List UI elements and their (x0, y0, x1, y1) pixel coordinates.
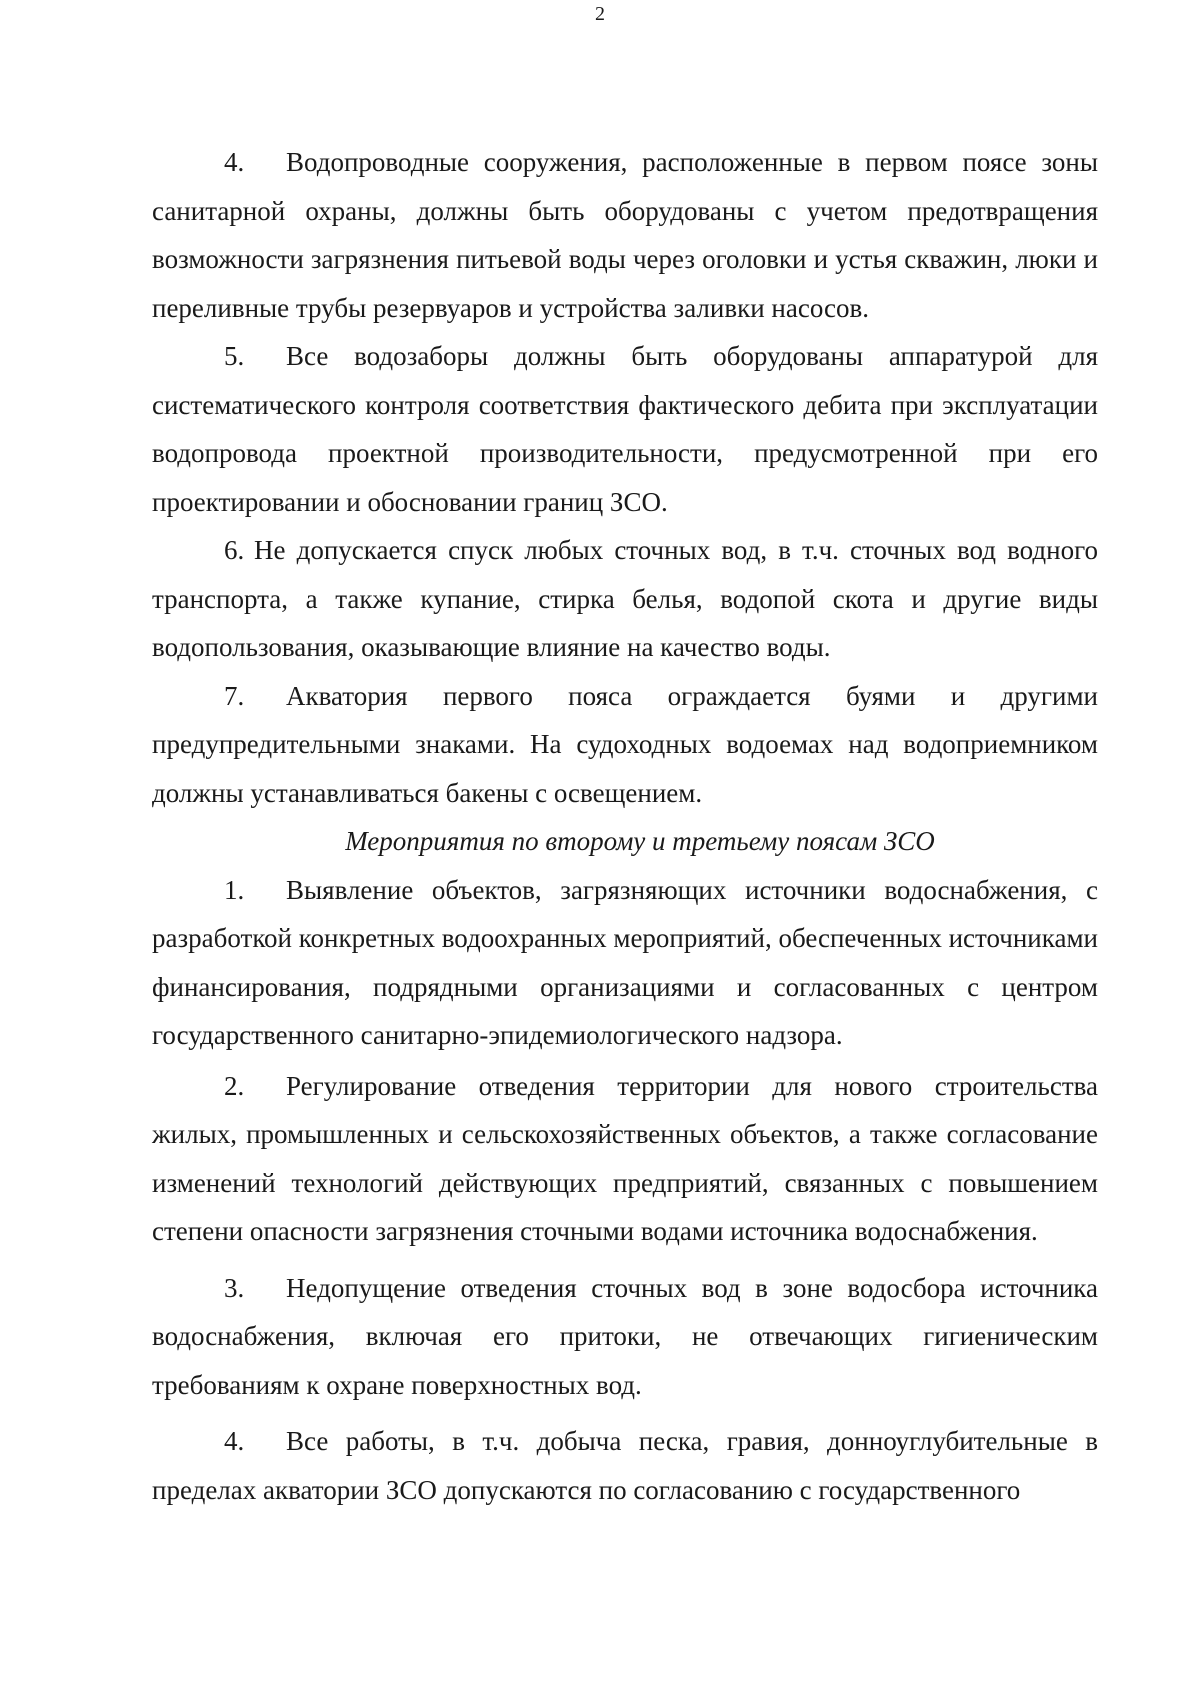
item-number: 7. (224, 680, 245, 711)
paragraph-item-6: 6. Не допускается спуск любых сточных вод, в т.ч. сточных вод водного транспорта, а также купание, стирка белья, водопой скота и другие виды водопользования, оказывающие влияние на качество воды. (152, 535, 1098, 662)
item-text: Акватория первого пояса ограждается буями и другими предупредительными знаками. На судоходных водоемах над водоприемником должны устанавливаться бакены с освещением. (152, 680, 1098, 808)
page-number: 2 (595, 3, 605, 25)
paragraph-item-7 (152, 672, 1098, 818)
paragraph-item-1 (152, 866, 1098, 1060)
paragraph-item-5 (152, 332, 1098, 526)
paragraph-item-2 (152, 1062, 1098, 1256)
paragraph-item-4b (152, 1417, 1098, 1514)
item-text: Все работы, в т.ч. добыча песка, гравия, донноуглубительные в пределах акватории ЗСО допускаются по согласованию с государственного (152, 1426, 1098, 1505)
document-body (152, 138, 1098, 1514)
item-number: 3. (224, 1272, 245, 1303)
item-text: Выявление объектов, загрязняющих источники водоснабжения, с разработкой конкретных водоохранных мероприятий, обеспеченных источниками финансирования, подрядными организациями и согласованных с центром государственного санитарно-эпидемиологического надзора. (152, 874, 1098, 1050)
item-number: 4. (224, 147, 245, 177)
item-text: Все водозаборы должны быть оборудованы аппаратурой для систематического контроля соответствия фактического дебита при эксплуатации водопровода проектной производительности, предусмотренной при его проектировании и обосновании границ ЗСО. (152, 341, 1098, 517)
item-number: 4. (224, 1426, 245, 1456)
paragraph-item-4 (152, 138, 1098, 332)
item-text: Водопроводные сооружения, расположенные в первом поясе зоны санитарной охраны, должны быть оборудованы с учетом предотвращения возможности загрязнения питьевой воды через оголовки и устья скважин, люки и переливные трубы резервуаров и устройства заливки насосов. (152, 147, 1098, 323)
item-text: Регулирование отведения территории для нового строительства жилых, промышленных и сельскохозяйственных объектов, а также согласование изменений технологий действующих предприятий, связанных с повышением степени опасности загрязнения сточными водами источника водоснабжения. (152, 1070, 1098, 1246)
item-text: Недопущение отведения сточных вод в зоне водосбора источника водоснабжения, включая его притоки, не отвечающих гигиеническим требованиям к охране поверхностных вод. (152, 1272, 1098, 1400)
section-heading: Мероприятия по второму и третьему поясам ЗСО (345, 826, 935, 856)
item-number: 2. (224, 1070, 245, 1101)
item-number: 5. (224, 341, 245, 371)
item-number: 1. (224, 874, 245, 905)
paragraph-item-3 (152, 1264, 1098, 1410)
item-text: Не допускается спуск любых сточных вод, в т.ч. сточных вод водного транспорта, а также купание, стирка белья, водопой скота и другие виды водопользования, оказывающие влияние на качество воды. (152, 535, 1098, 662)
